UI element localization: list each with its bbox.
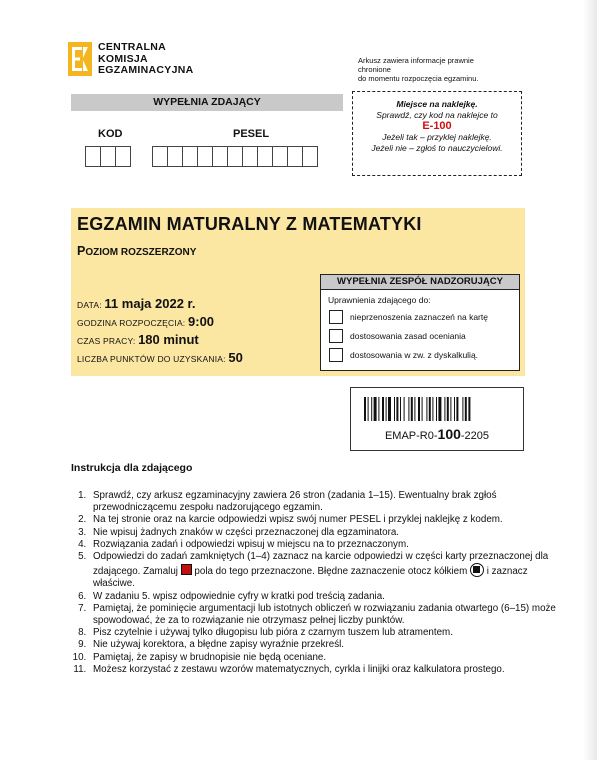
level-first-letter: P <box>77 244 86 258</box>
sticker-line: Sprawdź, czy kod na naklejce to <box>376 110 498 120</box>
instruction-item: 11. Możesz korzystać z zestawu wzorów matematycznych, cyrkla i linijki oraz kalkulatora prostego. <box>89 664 559 676</box>
instruction-item: 1. Sprawdź, czy arkusz egzaminacyjny zawiera 26 stron (zadania 1–15). Ewentualny brak zgłoś przewodniczącemu zespołu nadzorującego egzamin. <box>89 490 559 514</box>
instructions-list <box>71 490 559 676</box>
barcode-bar <box>374 397 377 421</box>
duration-label: CZAS PRACY: <box>77 336 136 346</box>
logo-line: EGZAMINACYJNA <box>98 64 194 76</box>
pesel-digit-box[interactable] <box>272 146 288 167</box>
barcode-bar <box>411 397 413 421</box>
filled-square-icon <box>181 564 192 575</box>
duration-value: 180 minut <box>138 332 199 347</box>
cke-logo-icon <box>68 42 92 76</box>
barcode-prefix: EMAP-R0- <box>384 430 438 442</box>
barcode-bar <box>386 397 387 421</box>
time-label: GODZINA ROZPOCZĘCIA: <box>77 318 186 328</box>
instruction-5-end: i zaznacz właściwe. <box>93 566 528 590</box>
barcode-bar <box>394 397 395 421</box>
accommodation-label: dostosowania w zw. z dyskalkulią. <box>350 350 479 360</box>
cke-logo <box>68 42 194 77</box>
instruction-item: 7. Pamiętaj, że pominięcie argumentacji lub istotnych obliczeń w rozwiązaniu zadania otwartego (6–15) może spowodować, że za to rozwiązanie nie otrzymasz pełnej liczby punktów. <box>89 603 559 627</box>
barcode-bar <box>388 397 391 421</box>
sticker-line: Jeżeli tak – przyklej naklejkę. <box>382 132 492 142</box>
pesel-digit-box[interactable] <box>242 146 258 167</box>
instruction-item: 4. Rozwiązania zadań i odpowiedzi wpisuj w miejscu na to przeznaczonym. <box>89 539 559 551</box>
sticker-area[interactable] <box>352 91 522 176</box>
exam-duration-row <box>77 332 199 347</box>
kod-digit-box[interactable] <box>85 146 101 167</box>
accommodation-option[interactable] <box>329 310 488 324</box>
supervisor-panel-sub: Uprawnienia zdającego do: <box>328 295 431 305</box>
barcode-bar <box>378 397 379 421</box>
points-value: 50 <box>228 350 243 365</box>
barcode-bar <box>364 397 366 421</box>
notice-line: Arkusz zawiera informacje prawnie chronione <box>358 56 474 74</box>
points-label: LICZBA PUNKTÓW DO UZYSKANIA: <box>77 354 226 364</box>
logo-line: KOMISJA <box>98 52 148 65</box>
exam-level <box>77 244 196 258</box>
barcode-bar <box>408 397 409 421</box>
barcode-bar <box>426 397 427 421</box>
barcode-bar <box>450 397 451 421</box>
sticker-line: Jeżeli nie – zgłoś to nauczycielowi. <box>371 143 503 153</box>
date-label: DATA: <box>77 300 102 310</box>
barcode-bar <box>418 397 420 421</box>
barcode-bar <box>456 397 458 421</box>
kod-digit-box[interactable] <box>115 146 131 167</box>
instruction-item: 8. Pisz czytelnie i używaj tylko długopisu lub pióra z czarnym tuszem lub atramentem. <box>89 627 559 639</box>
barcode-bar <box>429 397 431 421</box>
pesel-digit-box[interactable] <box>167 146 183 167</box>
instructions-title: Instrukcja dla zdającego <box>71 462 193 474</box>
sticker-title: Miejsce na naklejkę. <box>396 99 478 109</box>
exam-title: EGZAMIN MATURALNY Z MATEMATYKI <box>77 214 422 234</box>
accommodation-checkbox[interactable] <box>329 348 343 362</box>
pesel-digit-box[interactable] <box>152 146 168 167</box>
barcode-bar <box>414 397 415 421</box>
instruction-item <box>89 551 559 591</box>
accommodation-checkbox[interactable] <box>329 329 343 343</box>
instruction-item: 10. Pamiętaj, że zapisy w brudnopisie nie będą oceniane. <box>89 652 559 664</box>
time-value: 9:00 <box>188 314 215 329</box>
barcode-bar <box>432 397 433 421</box>
barcode-bar <box>371 397 372 421</box>
accommodation-checkbox[interactable] <box>329 310 343 324</box>
barcode-bar <box>465 397 467 421</box>
instruction-5-start: Odpowiedzi do zadań zamkniętych (1–4) zaznacz na karcie odpowiedzi w części karty przeznaczonej dla zdającego. Zamaluj <box>93 551 549 578</box>
kod-label: KOD <box>98 128 123 140</box>
candidate-fill-header: WYPEŁNIA ZDAJĄCY <box>71 94 343 111</box>
barcode-bar <box>438 397 441 421</box>
instruction-item: 2. Na tej stronie oraz na karcie odpowiedzi wpisz swój numer PESEL i przyklej naklejkę z kodem. <box>89 514 559 526</box>
pesel-label: PESEL <box>233 128 270 140</box>
level-rest: OZIOM ROZSZERZONY <box>85 247 197 258</box>
pesel-digit-box[interactable] <box>212 146 228 167</box>
supervisor-panel-header: WYPEŁNIA ZESPÓŁ NADZORUJĄCY <box>321 275 519 290</box>
instruction-item: 6. W zadaniu 5. wpisz odpowiednie cyfry w kratki pod treścią zadania. <box>89 591 559 603</box>
pesel-digit-box[interactable] <box>197 146 213 167</box>
kod-digit-box[interactable] <box>100 146 116 167</box>
barcode-bar <box>382 397 384 421</box>
supervisor-panel <box>320 274 520 371</box>
barcode-text <box>351 426 523 442</box>
pesel-boxes[interactable] <box>152 146 317 167</box>
barcode-bar <box>468 397 470 421</box>
accommodation-label: nieprzenoszenia zaznaczeń na kartę <box>350 312 488 322</box>
barcode-bar <box>396 397 398 421</box>
barcode-bar <box>462 397 463 421</box>
notice-line: do momentu rozpoczęcia egzaminu. <box>358 74 479 83</box>
barcode-bar <box>454 397 455 421</box>
instruction-item: 3. Nie wpisuj żadnych znaków w części przeznaczonej dla egzaminatora. <box>89 527 559 539</box>
pesel-digit-box[interactable] <box>227 146 243 167</box>
kod-boxes[interactable] <box>85 146 130 167</box>
barcode-box <box>350 387 524 451</box>
barcode-bar <box>447 397 449 421</box>
barcode-code: 100 <box>437 426 461 442</box>
logo-line: CENTRALNA <box>98 41 167 53</box>
barcode-suffix: -2205 <box>460 430 490 442</box>
legal-notice <box>358 56 508 83</box>
barcode-bar <box>444 397 445 421</box>
exam-time-row <box>77 314 214 329</box>
pesel-digit-box[interactable] <box>257 146 273 167</box>
pesel-digit-box[interactable] <box>302 146 318 167</box>
accommodation-label: dostosowania zasad oceniania <box>350 331 466 341</box>
accommodation-option[interactable] <box>329 348 478 362</box>
page-edge-shadow <box>583 0 597 760</box>
exam-date-row <box>77 296 196 311</box>
barcode-bar <box>400 397 401 421</box>
pesel-digit-box[interactable] <box>287 146 303 167</box>
barcode-bar <box>422 397 423 421</box>
logo-text <box>98 42 194 77</box>
instruction-5-mid: pola do tego przeznaczone. Błędne zaznaczenie otocz kółkiem <box>194 566 468 578</box>
barcode-icon <box>364 397 510 421</box>
sticker-code: E-100 <box>422 120 452 132</box>
barcode-bar <box>436 397 437 421</box>
barcode-bar <box>404 397 405 421</box>
circled-square-icon <box>470 563 484 577</box>
pesel-digit-box[interactable] <box>182 146 198 167</box>
date-value: 11 maja 2022 r. <box>104 296 196 311</box>
exam-points-row <box>77 350 243 365</box>
barcode-bar <box>368 397 369 421</box>
instruction-item: 9. Nie używaj korektora, a błędne zapisy wyraźnie przekreśl. <box>89 639 559 651</box>
accommodation-option[interactable] <box>329 329 466 343</box>
